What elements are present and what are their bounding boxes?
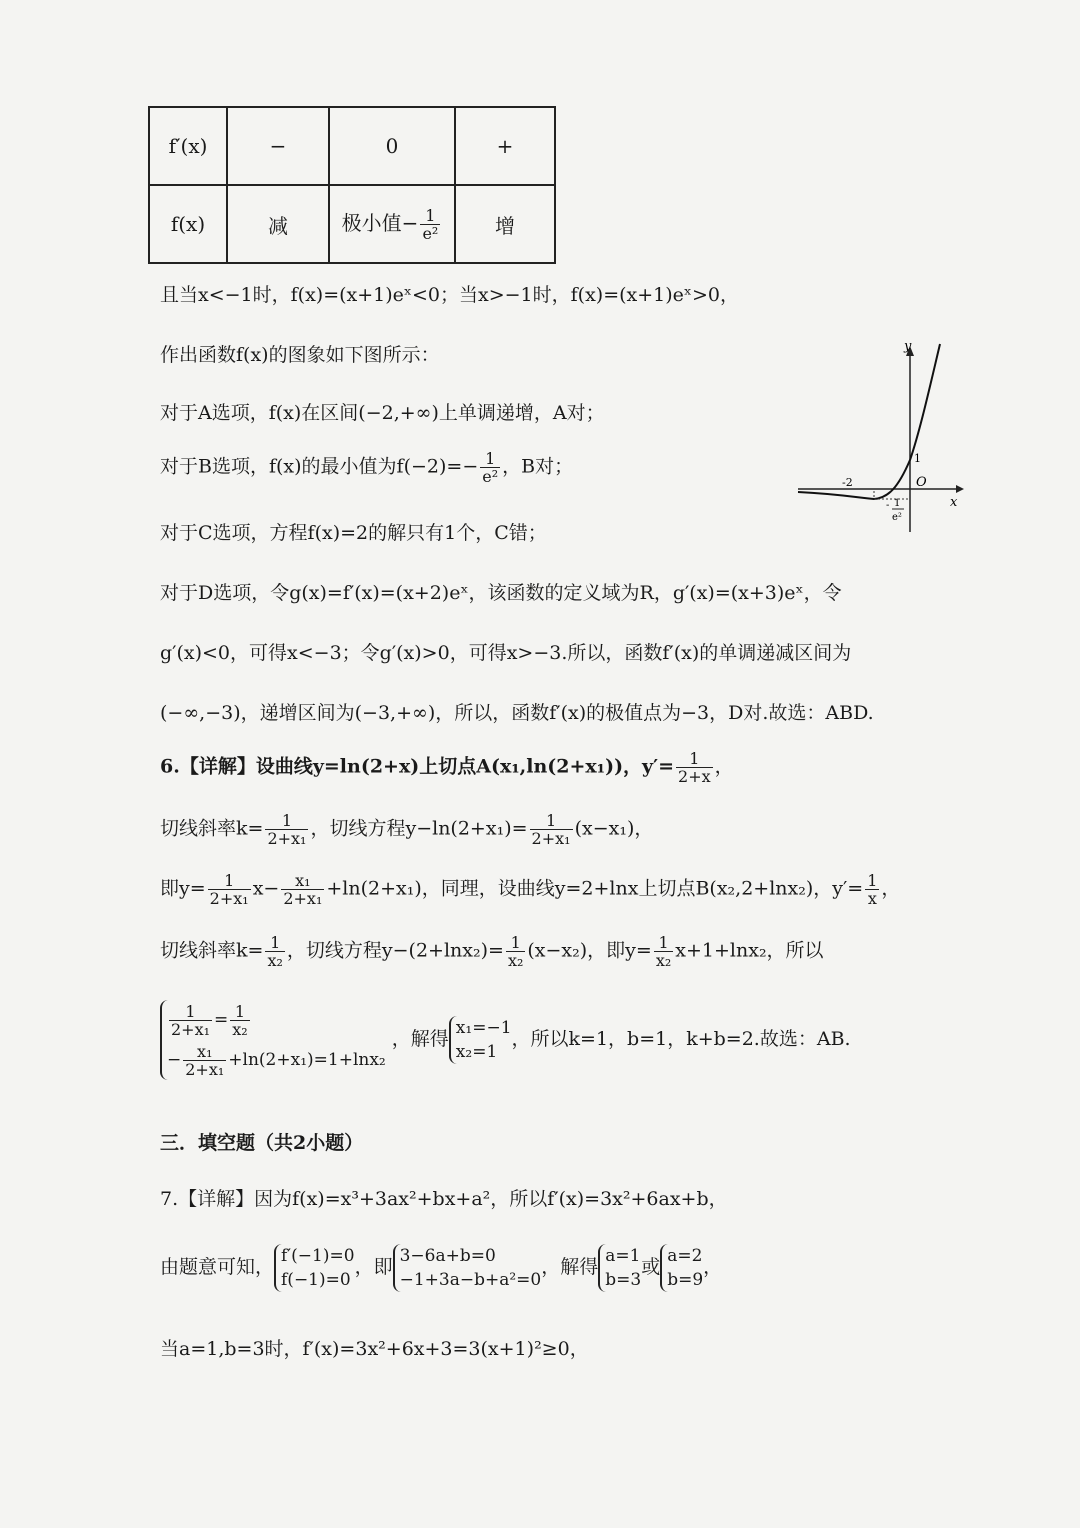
text-line: 对于A选项，f(x)在区间(−2,+∞)上单调递增，A对；	[160, 402, 605, 424]
table-cell: 减	[227, 185, 329, 263]
table-cell: 0	[329, 107, 455, 185]
one-label: 1	[914, 452, 921, 465]
text-line: 6.【详解】设曲线y=ln(2+x)上切点A(x₁,ln(2+x₁))，y′= $\frac{1}{2+x}$ ，	[160, 749, 734, 786]
function-graph	[790, 336, 970, 536]
text-line: 对于D选项，令g(x)=f′(x)=(x+2)eˣ，该函数的定义域为R，g′(x)=(x+3)eˣ，令	[160, 582, 842, 604]
text-line: 对于C选项，方程f(x)=2的解只有1个，C错；	[160, 522, 547, 544]
x-axis-arrow	[956, 485, 964, 493]
table-cell: f′(x)	[149, 107, 227, 185]
text-line: 即y= $\frac{1}{\text{2+x₁}}$ x− $\frac{\text{x₁}}{\text{2+x₁}}$ +ln(2+x₁)，同理，设曲线y=2+lnx上切点B(x₂,2+lnx₂)，y′= $\frac{1}{x}$ ，	[160, 871, 901, 908]
table-cell	[329, 185, 455, 263]
min-den: e²	[892, 512, 902, 523]
table-cell: f(x)	[149, 185, 227, 263]
text-line: 当a=1,b=3时，f′(x)=3x²+6x+3=3(x+1)²≥0，	[160, 1338, 589, 1360]
min-sign: -	[886, 500, 890, 511]
text-line: g′(x)<0，可得x<−3；令g′(x)>0，可得x>−3.所以，函数f′(x)的单调递减区间为	[160, 642, 852, 664]
y-label: y	[904, 339, 912, 354]
min-value-label: 极小值−	[341, 210, 419, 235]
text-line: 作出函数f(x)的图象如下图所示：	[160, 344, 440, 366]
table-row	[149, 107, 555, 185]
table-cell: −	[227, 107, 329, 185]
equation-system: $\frac{1}{\text{2+x₁}}$ = $\frac{1}{\text{x₂}}$ − $\frac{\text{x₁}}{\text{2+x₁}}$ +ln(2+x₁)=1+lnx₂ ，解得 x₁=−1 x₂=1 ，所以k=1，b=1，k+b=2.故选：AB.	[160, 1000, 851, 1080]
text-line: 切线斜率k= $\frac{1}{\text{x₂}}$ ，切线方程y−(2+lnx₂)= $\frac{1}{\text{x₂}}$ (x−x₂)，即y= $\frac{1}{\text{x₂}}$ x+1+lnx₂，所以	[160, 933, 824, 970]
text-line: (−∞,−3)，递增区间为(−3,+∞)，所以，函数f′(x)的极值点为−3，D对.故选：ABD.	[160, 702, 874, 724]
text-line: 且当x<−1时，f(x)=(x+1)eˣ<0；当x>−1时，f(x)=(x+1)eˣ>0，	[160, 284, 739, 306]
fraction: $\frac{1}{\text{e²}}$	[422, 205, 439, 243]
text-line: 7.【详解】因为f(x)=x³+3ax²+bx+a²，所以f′(x)=3x²+6ax+b，	[160, 1188, 728, 1210]
neg2-label: -2	[842, 476, 853, 489]
min-num: 1	[894, 498, 901, 509]
text-line: 由题意可知， f′(−1)=0 f(−1)=0 ，即 3−6a+b=0 −1+3a−b+a²=0 ，解得 a=1 b=3 或 a=2 b=9 ，	[160, 1246, 723, 1290]
table-cell: 增	[455, 185, 555, 263]
table-row	[149, 185, 555, 263]
x-label: x	[950, 495, 958, 510]
text-line: 切线斜率k= $\frac{1}{\text{2+x₁}}$ ，切线方程y−ln(2+x₁)= $\frac{1}{\text{2+x₁}}$ (x−x₁)，	[160, 811, 654, 848]
text-line: 对于B选项，f(x)的最小值为f(−2)=− $\frac{1}{\text{e²}}$ ，B对；	[160, 449, 574, 486]
monotonicity-table	[148, 106, 556, 264]
table-cell: +	[455, 107, 555, 185]
origin-label: O	[916, 475, 927, 490]
section-heading: 三．填空题（共2小题）	[160, 1132, 364, 1154]
